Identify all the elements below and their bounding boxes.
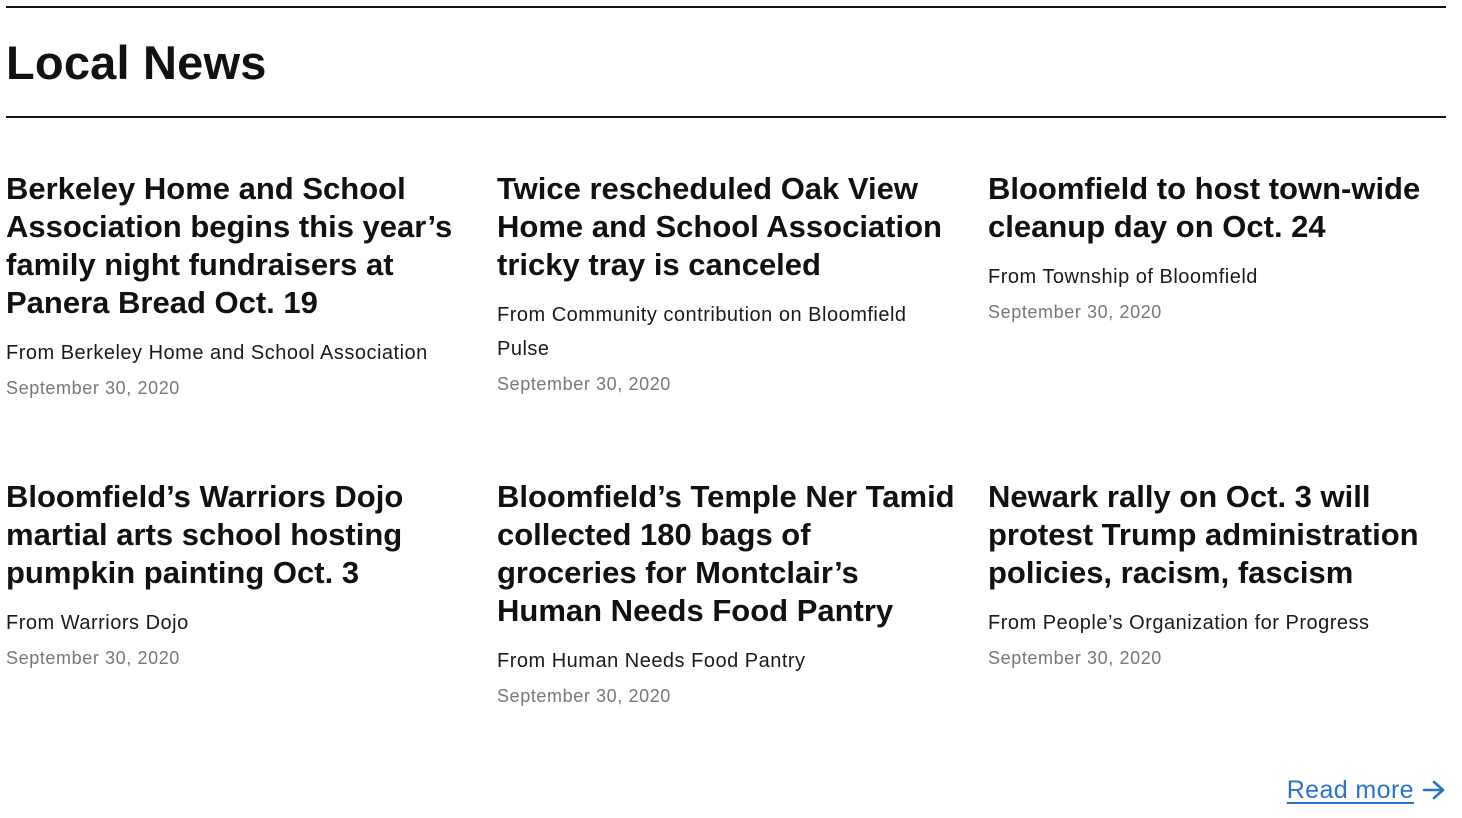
article-card [988,478,1448,728]
article-date: September 30, 2020 [988,648,1162,668]
article-date: September 30, 2020 [6,648,180,668]
article-date: September 30, 2020 [6,378,180,398]
article-card [6,478,466,728]
section-title: Local News [6,36,267,89]
article-source: From Human Needs Food Pantry [497,650,806,672]
title-divider [6,116,1446,118]
article-source: From Berkeley Home and School Association [6,342,428,364]
article-date: September 30, 2020 [497,686,671,706]
article-headline-link[interactable]: Bloomfield’s Temple Ner Tamid collected 180 bags of groceries for Montclair’s Human Needs Food Pantry [497,479,955,628]
article-headline-link[interactable]: Bloomfield’s Warriors Dojo martial arts school hosting pumpkin painting Oct. 3 [6,479,404,590]
article-source: From Warriors Dojo [6,612,189,634]
article-card [497,170,957,478]
article-source: From Township of Bloomfield [988,266,1258,288]
article-card [988,170,1448,478]
articles-grid [6,170,1446,728]
article-source: From Community contribution on Bloomfield Pulse [497,304,907,360]
article-card [497,478,957,728]
article-card [6,170,466,478]
article-source: From People’s Organization for Progress [988,612,1370,634]
article-headline-link[interactable]: Berkeley Home and School Association begins this year’s family night fundraisers at Panera Bread Oct. 19 [6,171,453,320]
top-divider [6,6,1446,8]
article-headline-link[interactable]: Twice rescheduled Oak View Home and School Association tricky tray is canceled [497,171,942,282]
local-news-section [6,0,1446,818]
arrow-right-icon [1422,780,1446,800]
article-headline-link[interactable]: Bloomfield to host town-wide cleanup day on Oct. 24 [988,171,1421,244]
read-more-link[interactable] [1287,772,1446,808]
article-date: September 30, 2020 [988,302,1162,322]
read-more-label: Read more [1286,776,1414,804]
article-headline-link[interactable]: Newark rally on Oct. 3 will protest Trump administration policies, racism, fascism [988,479,1419,590]
article-date: September 30, 2020 [497,374,671,394]
